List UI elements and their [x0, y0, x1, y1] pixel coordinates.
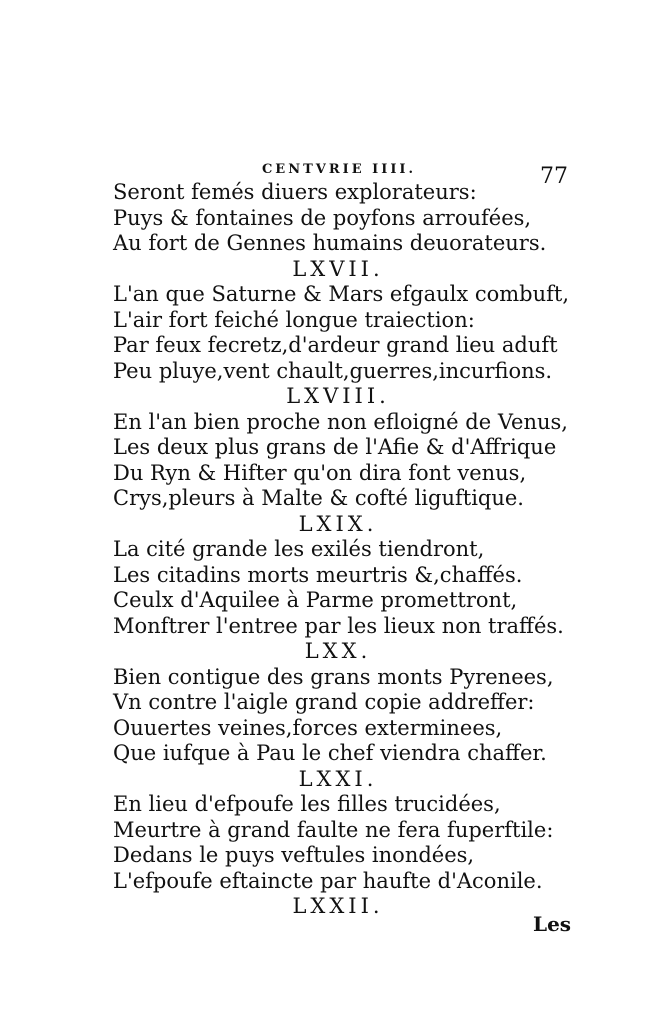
verse-line: Bien contigue des grans monts Pyrenees,	[113, 664, 554, 689]
verse-line: Par feux fecretz,d'ardeur grand lieu aduft	[113, 333, 558, 357]
verse-line: Dedans le puys veftules inondées,	[113, 843, 475, 867]
verse-line: Au fort de Gennes humains deuorateurs.	[113, 231, 547, 255]
quatrain-number: LXVIII.	[286, 384, 390, 408]
verse-line: L'efpoufe eftaincte par haufte d'Aconile.	[113, 868, 543, 893]
quatrain-number: LXXII.	[292, 894, 384, 918]
verse-block	[113, 180, 570, 920]
quatrain-number: LXVII.	[292, 256, 384, 281]
quatrain-number: LXXI.	[298, 766, 378, 791]
verse-line: Les citadins morts meurtris &,chaffés.	[113, 562, 523, 587]
verse-line: Ouuertes veines,forces exterminees,	[113, 715, 503, 740]
verse-line: Les deux plus grans de l'Afie & d'Affrique	[113, 435, 557, 459]
verse-line: Puys & fontaines de poyfons arroufées,	[113, 205, 532, 230]
quatrain-number: LXX.	[304, 639, 372, 663]
verse-line: La cité grande les exilés tiendront,	[113, 537, 485, 561]
verse-line: Meurtre à grand faulte ne fera fuperftile:	[113, 817, 554, 842]
verse-line: Peu pluye,vent chault,guerres,incurfions.	[113, 358, 553, 383]
quatrain-number: LXIX.	[298, 511, 378, 536]
verse-line: L'air fort feiché longue traiection:	[113, 307, 475, 332]
verse-line: Crys,pleurs à Malte & cofté liguftique.	[113, 486, 524, 510]
running-title: CENTVRIE IIII.	[261, 162, 417, 177]
verse-line: Ceulx d'Aquilee à Parme promettront,	[113, 588, 518, 612]
verse-line: L'an que Saturne & Mars efgaulx combuft,	[113, 282, 570, 306]
verse-line: En l'an bien proche non efloigné de Venus,	[113, 409, 568, 434]
verse-line: En lieu d'efpoufe les filles trucidées,	[113, 792, 501, 816]
verse-line: Que iufque à Pau le chef viendra chaffer.	[113, 741, 547, 765]
page-number: 77	[540, 164, 568, 189]
catchword: Les	[533, 912, 572, 936]
verse-line: Du Ryn & Hifter qu'on dira font venus,	[113, 460, 527, 485]
verse-line: Monftrer l'entree par les lieux non traffés.	[113, 613, 564, 638]
verse-line: Seront femés diuers explorateurs:	[113, 180, 477, 204]
verse-line: Vn contre l'aigle grand copie addreffer:	[113, 690, 535, 714]
